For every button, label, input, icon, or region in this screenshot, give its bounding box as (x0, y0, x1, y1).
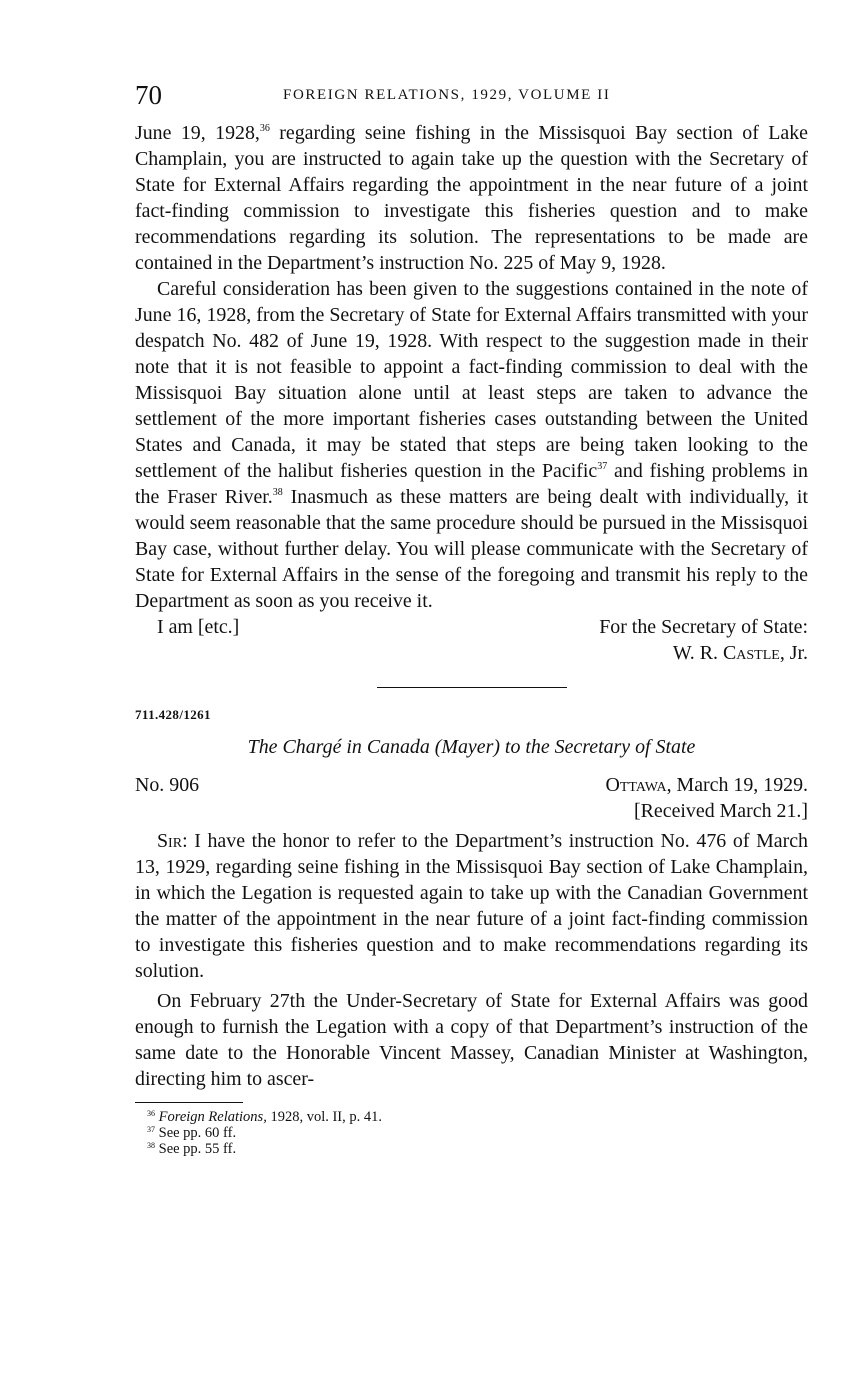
footnote-36: $^{36}$ Foreign Relations, 1928, vol. II, p. 41. (147, 1109, 383, 1125)
page-number: 70 (135, 80, 162, 110)
footnote-ref-36[interactable]: 36 (259, 123, 270, 134)
closing-block (135, 614, 808, 666)
running-header (135, 80, 808, 120)
footnote-ref-37[interactable]: 37 (597, 461, 608, 472)
closing-for-secretary: For the Secretary of State: (599, 616, 808, 638)
footnotes (135, 1109, 808, 1157)
received-note: [Received March 21.] (634, 800, 808, 822)
document-title: The Chargé in Canada (Mayer) to the Secretary of State (247, 736, 696, 758)
footnote-ref-38[interactable]: 38 (272, 487, 283, 498)
footnote-37: $^{37}$ See pp. 60 ff. (147, 1125, 237, 1141)
file-number: 711.428/1261 (135, 707, 211, 722)
running-title: FOREIGN RELATIONS, 1929, VOLUME II (283, 87, 611, 103)
paragraph-sir: Sir: I have the honor to refer to the Department’s instruction No. 476 of March 13, 1929, regarding seine fishing in the Missisquoi Bay section of Lake Champlain, in which the Legation is requested again to take up with the Canadian Government the matter of the appointment in the near future of a joint fact-finding commission to investigate this fisheries question and to make recommendations regarding its solution. (135, 830, 808, 982)
paragraph-careful-consideration: Careful consideration has been given to the suggestions contained in the note of June 16, 1928, from the Secretary of State for External Affairs transmitted with your despatch No. 482 of June 19, 1928. With respect to the suggestion made in their note that it is not feasible to appoint a fact-finding commission to deal with the Missisquoi Bay situation alone until at least steps are taken to advance the settlement of the more important fisheries cases outstanding between the United States and Canada, it may be stated that steps are being taken looking to the settlement of the halibut fisheries question in the Pacific$^{37}$ and fishing problems in the Fraser River.$^{38}$ Inasmuch as these matters are being dealt with individually, it would seem reasonable that the same procedure should be pursued in the Missisquoi Bay case, without further delay. You will please communicate with the Secretary of State for External Affairs in the sense of the foregoing and transmit his reply to the Department as soon as you receive it. (135, 278, 808, 612)
dateline: Ottawa, March 19, 1929. (605, 774, 808, 796)
dateline-block (135, 772, 808, 824)
paragraph-continued: June 19, 1928,36 regarding seine fishing in the Missisquoi Bay section of Lake Champlain, you are instructed to again take up the question with the Secretary of State for External Affairs regarding the appointment in the near future of a joint fact-finding commission to investigate this fisheries question and to make recommendations regarding its solution. The representations to be made are contained in the Department’s instruction No. 225 of May 9, 1928. (135, 122, 808, 274)
footnote-divider (135, 1102, 243, 1103)
paragraph-february: On February 27th the Under-Secretary of State for External Affairs was good enough to furnish the Legation with a copy of that Department’s instruction of the same date to the Honorable Vincent Massey, Canadian Minister at Washington, directing him to ascer- (135, 990, 808, 1090)
footnote-38: $^{38}$ See pp. 55 ff. (147, 1141, 237, 1157)
signature: W. R. Castle, Jr. (672, 642, 808, 664)
closing-i-am: I am [etc.] (157, 616, 240, 638)
despatch-number: No. 906 (135, 774, 200, 796)
section-divider (377, 687, 567, 688)
salutation: Sir (157, 830, 183, 852)
page (135, 80, 808, 1157)
